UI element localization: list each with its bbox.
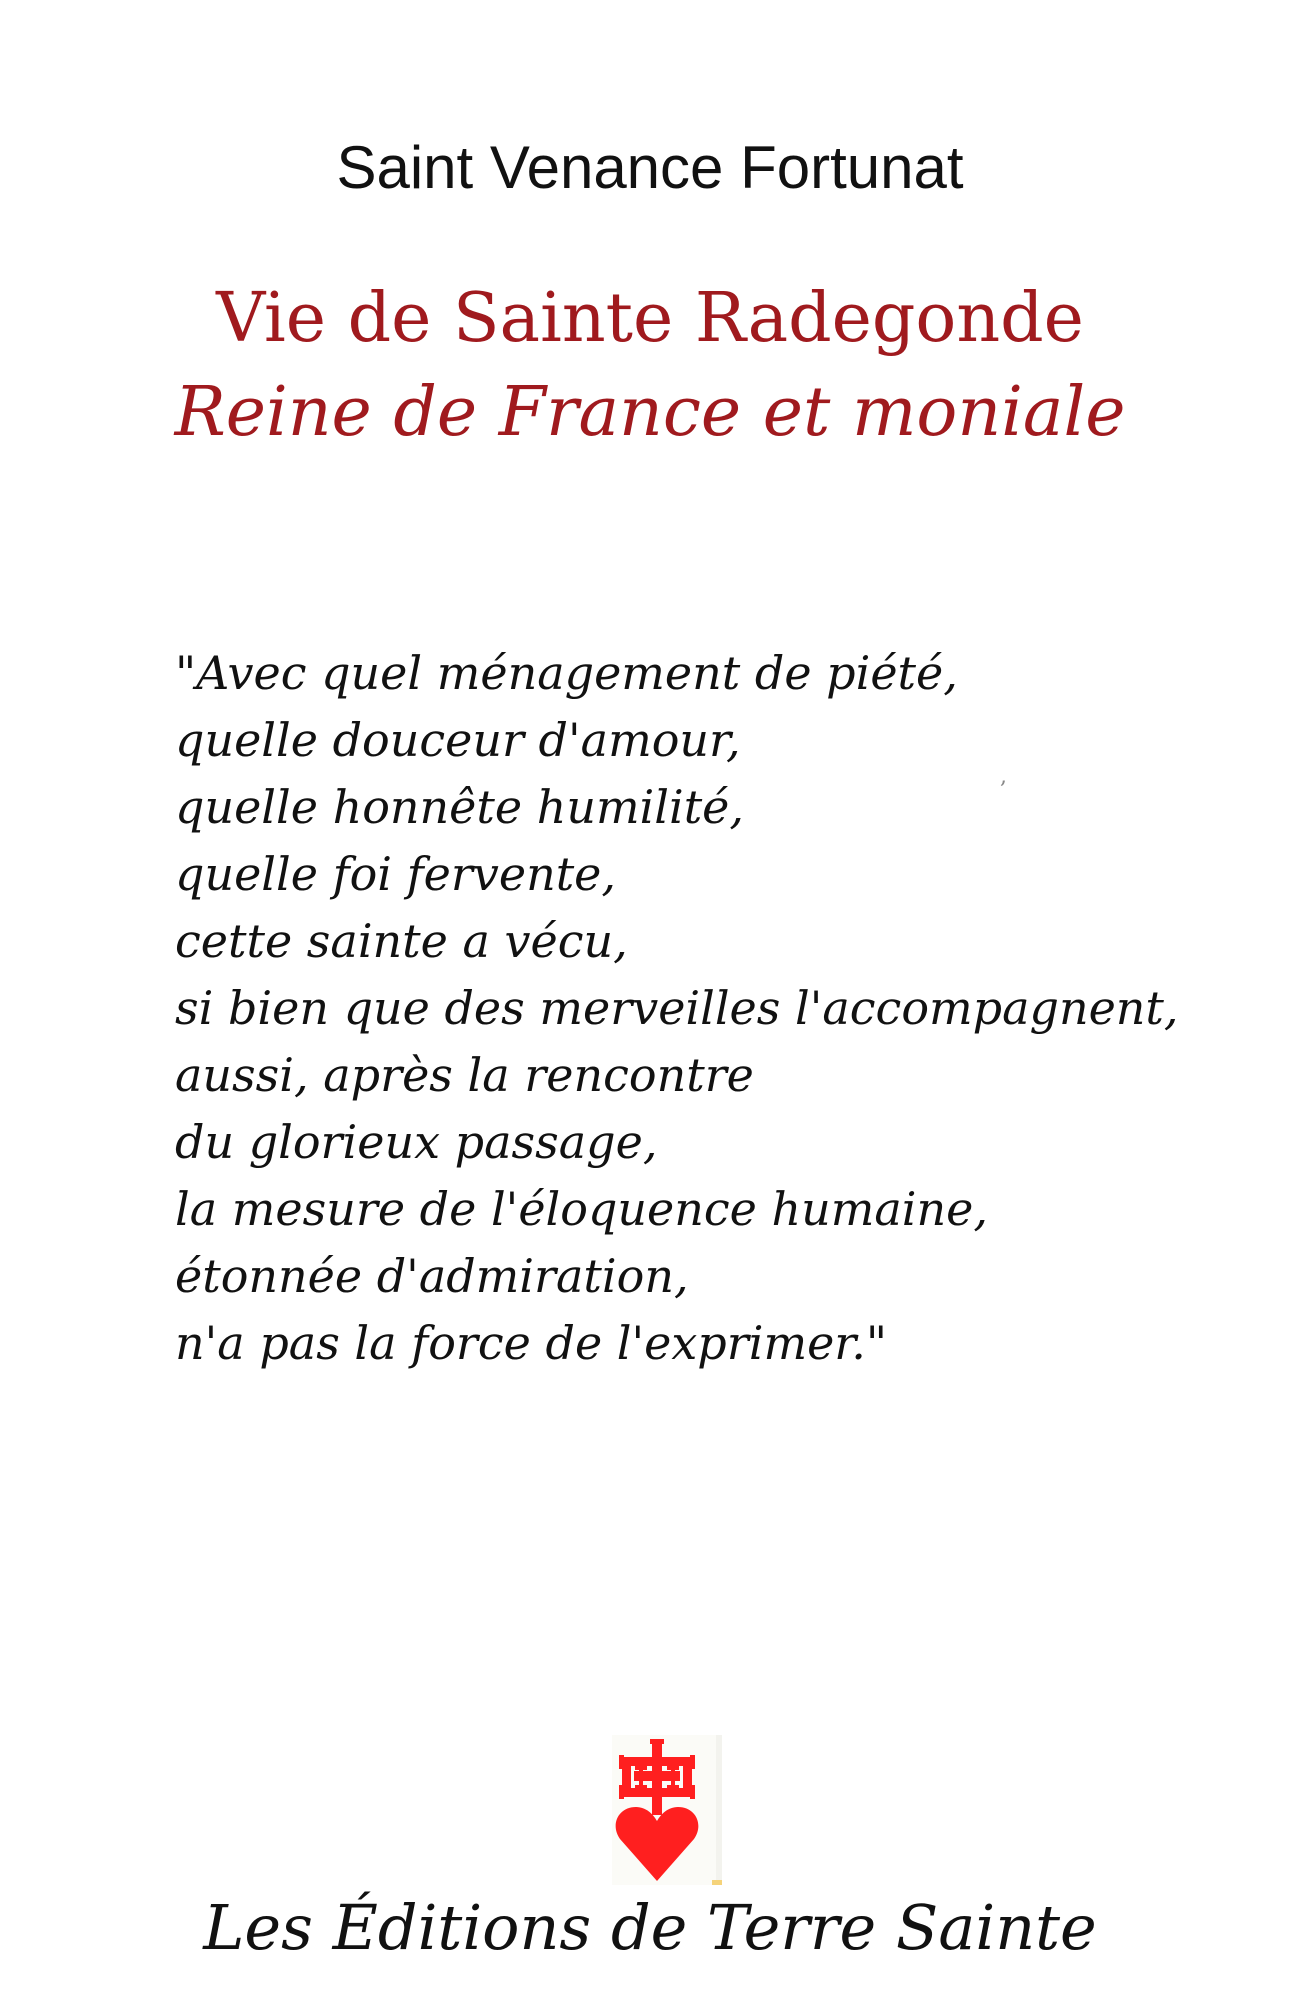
quote-line: cette sainte a vécu, (175, 914, 628, 968)
quote-line: "Avec quel ménagement de piété, (175, 646, 958, 700)
publisher-name: Les Éditions de Terre Sainte (203, 1891, 1097, 1964)
author-name: Saint Venance Fortunat (336, 134, 964, 201)
quote-line: du glorieux passage, (175, 1115, 658, 1169)
quote-line: n'a pas la force de l'exprimer." (175, 1316, 888, 1370)
quote-line: si bien que des merveilles l'accompagnent, (175, 981, 1179, 1035)
epigraph-quote (175, 640, 1275, 1377)
book-title: Vie de Sainte Radegonde (216, 279, 1084, 358)
quote-line: la mesure de l'éloquence humaine, (175, 1182, 988, 1236)
stray-mark: , (1000, 764, 1007, 789)
quote-line: quelle douceur d'amour, (175, 713, 741, 767)
quote-line: étonnée d'admiration, (175, 1249, 689, 1303)
book-subtitle: Reine de France et moniale (174, 373, 1126, 452)
quote-line: aussi, après la rencontre (175, 1048, 754, 1102)
quote-line: quelle honnête humilité, (175, 780, 745, 834)
quote-line: quelle foi fervente, (175, 847, 617, 901)
jerusalem-cross-heart-icon (612, 1735, 722, 1885)
